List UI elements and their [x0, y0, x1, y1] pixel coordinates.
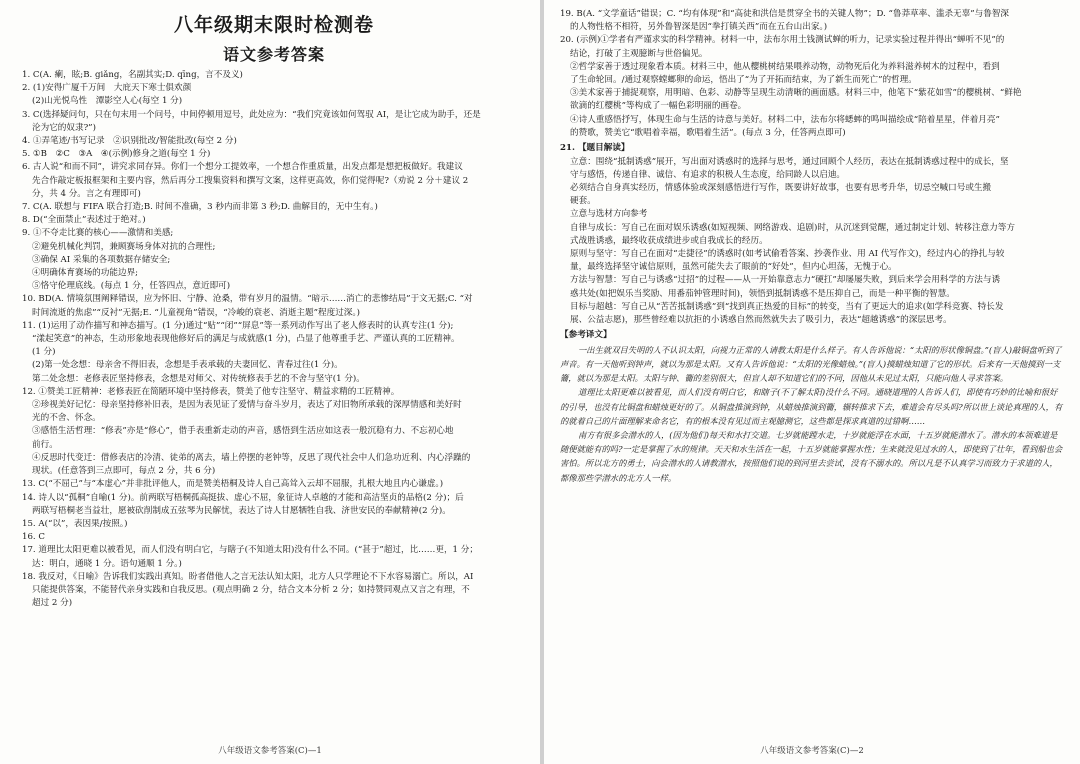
answer-line: 目标与超越：写自己从“苦苦抵制诱惑”到“找到真正热爱的目标”的转变，当有了更远大的追求(如学科竞赛、特长发 — [570, 301, 1004, 312]
page-footer-right: 八年级语文参考答案(C)—2 — [760, 746, 864, 756]
answer-line: 原则与坚守：写自己在面对“走捷径”的诱惑时(如考试偷看答案、抄袭作业、用 AI 代写作文)，经过内心的挣扎与较 — [570, 249, 1005, 260]
answer-line: 结论，打破了主观臆断与世俗偏见。 — [570, 48, 708, 59]
answer-line: 的人物性格不相符，另外鲁智深是因“拳打镇关西”而在五台山出家。) — [570, 22, 828, 33]
answer-line: 7. C(A. 联想与 FIFA 联合打造;B. 时间不准确，3 秒内而非第 3 秒;D. 曲解目的，无中生有。) — [22, 202, 378, 213]
answer-line: 19. B(A. “文学童话”错误；C. “均有体现”和“高徒和洪信是贯穿全书的关键人物”；D. “鲁莽草率、滥杀无辜”与鲁智深 — [560, 9, 1010, 19]
answer-line: 两联写梧桐老当益壮，愿被砍削制成五弦琴为民解忧，表达了诗人甘愿牺牲自我、济世安民的奉献精神(2 分)。 — [32, 505, 451, 516]
answer-line: 量，最终选择坚守诚信原则，虽然可能失去了眼前的“好处”，但内心坦荡，无愧于心。 — [570, 262, 897, 273]
answer-line: ②珍视美好记忆：母亲坚持修补旧表，是因为表见证了爱情与奋斗岁月，表达了对旧物所承载的深厚情感和美好时 — [32, 400, 462, 411]
answer-line: 14. 诗人以“孤桐”自喻(1 分)。前两联写梧桐孤高挺拔、虚心不屈，象征诗人卓越的才能和高洁坚贞的品格(2 分)；后 — [22, 492, 464, 503]
answer-line: 自律与成长：写自己在面对娱乐诱惑(如短视频、网络游戏、追剧)时，从沉迷到觉醒，通过制定计划、转移注意力等方 — [570, 222, 1015, 233]
section-heading: 21. 【题目解读】 — [560, 143, 630, 154]
answer-line: 光的不舍、怀念。 — [32, 413, 101, 424]
answer-line: 式战胜诱惑，最终收获成绩进步或自我成长的经历。 — [570, 235, 768, 246]
left-answer-list — [22, 69, 526, 610]
answer-line: 守与感悟，传递自律、诚信、有追求的积极人生态度，给同龄人以启迪。 — [570, 169, 846, 180]
answer-line: 17. 道理比太阳更难以被看见，而人们没有明白它，与瞎子(不知道太阳)没有什么不同。(“甚于”超过，比……更，1 分； — [22, 545, 478, 556]
exam-title: 八年级期末限时检测卷 — [173, 14, 374, 36]
answer-line: 11. (1)运用了动作描写和神态描写。(1 分)通过“贴”“闭”“屏息”等一系列动作写出了老人修表时的认真专注(1 分); — [22, 320, 454, 331]
answer-line: (2)第一处念想：母亲舍不得旧表，念想是手表承载的夫妻回忆、青春过往(1 分)。 — [32, 360, 343, 371]
answer-line: 16. C — [22, 532, 45, 543]
translation-paragraph: 道理比太阳更难以被看见，而人们没有明白它，和瞎子(不了解太阳)没什么不同。通晓道理的人告诉人们，即使有巧妙的比喻和很好的引导，也没有比铜盘和蜡烛更好的了。从铜盘推演到钟，从蜡烛推演到籥，辗转推求下去，难道会有尽头吗?所以世上谈论真理的人，有的就着自己的片面理解来命名它，有的根本没有见过而主观臆测它，这些都是探求真道的过错啊…… — [560, 387, 1063, 426]
answer-line: ③确保 AI 采集的各项数据存储安全; — [32, 254, 171, 265]
answer-line: 1. C(A. 瘌，眩;B. giǎng，名副其实;D. qīng，言不及义) — [22, 70, 243, 80]
answer-line: 20. (示例)①学者有严谨求实的科学精神。材料一中，法布尔用土钱测试蝉的听力，记录实验过程并得出“蝉听不见”的 — [560, 35, 1005, 46]
answer-line: 分，共 4 分。言之有理即可) — [32, 188, 141, 199]
answer-line: “漾起笑意”的神态，生动形象地表现他修好后的满足与成就感(1 分)，凸显了他尊重手艺、严谨认真的工匠精神。 — [32, 334, 460, 345]
answer-line: 15. A(“以”，表因果/按照。) — [22, 518, 128, 529]
answer-line: 欲滴的红樱桃”等构成了一幅色彩明丽的画卷。 — [570, 101, 747, 112]
answer-line: ④诗人重感悟抒写，体现生命与生活的诗意与美好。材料二中，法布尔将蟋蟀的鸣叫描绘成“陪着星星，伴着月亮” — [570, 114, 1000, 125]
answer-line: 2. (1)安得广厦千万间 大庇天下寒士俱欢颜 — [22, 83, 192, 94]
answer-line: 9. ①不夺走比赛的核心——激情和美感; — [22, 228, 174, 239]
answer-line: 18. 我反对，《日喻》告诉我们实践出真知。盼者借他人之言无法认知太阳，北方人只学理论不下水容易溺亡。所以，AI — [22, 571, 474, 582]
answer-line: 8. D(“全面禁止”表述过于绝对。) — [22, 215, 146, 226]
answer-line: 现状。(任意答到三点即可，每点 2 分，共 6 分) — [32, 466, 216, 477]
answer-line: ②避免机械化判罚，兼顾赛场身体对抗的合理性; — [32, 241, 216, 252]
answer-line: 13. C(“不屈己”与“本虚心”并非批评他人，而是赞美梧桐及诗人自己高耸入云却不屈服，扎根大地且内心谦虚。) — [22, 479, 444, 490]
answer-line: ⑤恪守伦理底线。(每点 1 分，任答四点，意近即可) — [32, 281, 231, 292]
answer-key-title: 语文参考答案 — [222, 45, 325, 64]
answer-line: 立意：围绕“抵制诱惑”展开，写出面对诱惑时的选择与思考，通过回顾个人经历，表达在抵制诱惑过程中的成长，坚 — [570, 156, 1009, 167]
page-footer-left: 八年级语文参考答案(C)—1 — [218, 746, 322, 756]
answer-line: 了生命轮回。/通过观察螳螂卵的命运，悟出了“为了开拓而结束，为了新生而死亡”的哲理。 — [570, 75, 917, 86]
answer-line: 只能提供答案，不能替代亲身实践和自我反思。(观点明确 2 分，结合文本分析 2 分；如持赞同观点又言之有理，不 — [32, 584, 470, 595]
answer-line: ④明确体育赛场的功能边界; — [32, 268, 139, 279]
answer-line: 展、公益志愿)，那些曾经难以抗拒的小诱惑自然而然就失去了吸引力，表达“超越诱惑”的深层思考。 — [570, 315, 952, 326]
answer-line: 立意与选材方向参考 — [570, 209, 648, 220]
answer-line: 先合作敲定板报框架和主要内容，然后再分工搜集资料和撰写文案，这样更高效，你们觉得呢?（劝说 2 分＋建议 2 — [32, 175, 469, 186]
answer-line: 10. BD(A. 情境氛围阐释错误，应为怀旧、宁静、沧桑，带有岁月的温情。“暗示……消亡的悲惨结局”于文无据;C. “对 — [22, 294, 473, 305]
translation-paragraph: 南方有很多会潜水的人，(因为他们)每天和水打交道。七岁就能蹚水走，十岁就能浮在水面，十五岁就能潜水了。潜水的本领难道是随便就能有的吗?一定是掌握了水的规律。天天和水生活在一起，十五岁就能掌握水性；生来就没见过水的人，即使到了壮年，看到船也会害怕。所以北方的勇士，向会潜水的人请教潜水，按照他们说的到河里去尝试，没有不溺水的。所以凡是不认真学习而致力于求道的人，都像那些学潜水的北方人一样。 — [560, 430, 1063, 483]
answer-line: 6. 古人说“和而不同”，讲究求同存异。你们一个想分工提效率，一个想合作重质量，出发点都是想把板做好。我建议 — [22, 162, 463, 173]
answer-line: 超过 2 分) — [32, 598, 73, 609]
answer-line: 4. ①弄笔迹/书写记录 ②识别批改/智能批改(每空 2 分) — [22, 136, 237, 147]
right-answer-list — [560, 8, 1064, 343]
answer-line: ④反思时代变迁：借修表店的冷清、徒弟的离去，墙上停摆的老钟等，反思了现代社会中人们急功近利、内心浮躁的 — [32, 452, 471, 463]
answer-line: 的赞歌，赞美它“歌唱着幸福，歌唱着生活”。(每点 3 分，任答两点即可) — [570, 127, 846, 138]
answer-line: 3. C(选择疑问句，只在句末用一个问号，中间停顿用逗号，此处应为：“我们究竟该如何驾驭 AI，是让它成为助手，还是 — [22, 109, 481, 120]
answer-line: (1 分) — [32, 347, 56, 358]
answer-line: 方法与智慧：写自己与诱惑“过招”的过程——从一开始靠意志力“硬扛”却屡屡失败，到后来学会用科学的方法与诱 — [570, 275, 1001, 286]
answer-line: 沦为它的奴隶?”) — [32, 122, 96, 133]
answer-line: 惑共处(如把娱乐当奖励、用番茄钟管理时间)，领悟到抵制诱惑不是压抑自己，而是一种平衡的智慧。 — [570, 288, 955, 299]
section-heading: 【参考译文】 — [560, 330, 612, 341]
answer-line: 必须结合自身真实经历，情感体验或深刻感悟进行写作，既要讲好故事，也要有思考升华，切忌空喊口号或生搬 — [570, 183, 992, 194]
answer-line: 时间流逝的焦虑”“反衬”无据;E. “儿童视角”错误，“冷峻的衰老、消逝主题”程度过深。) — [32, 307, 361, 318]
answer-line: 5. ①B ②C ③A ④(示例)修身之道(每空 1 分) — [22, 149, 211, 160]
answer-line: 硬套。 — [570, 196, 596, 207]
answer-line: 达：明白，通晓 1 分。语句通顺 1 分。) — [32, 558, 182, 569]
answer-line: 前行。 — [32, 439, 58, 450]
answer-line: ②哲学家善于透过现象看本质。材料三中，他从樱桃树结果喂养动物，动物死后化为养料滋养树木的过程中，看到 — [570, 61, 1000, 72]
answer-line: (2)山光悦鸟性 潭影空人心(每空 1 分) — [32, 96, 183, 107]
answer-line: 第二处念想：老修表匠坚持修表，念想是对师父、对传统修表手艺的不舍与坚守(1 分)。 — [32, 373, 365, 384]
answer-line: ③感悟生活哲理：“修表”亦是“修心”，借手表重新走动的声音，感悟到生活应如这表一般沉稳有力、不忘初心地 — [32, 426, 454, 437]
reference-translation — [560, 343, 1064, 485]
page-right — [544, 0, 1080, 764]
answer-line: ③美术家善于捕捉观察，用明暗、色彩、动静等呈现生动清晰的画面感。材料三中，他笔下“紫花如雪”的樱桃树、“鲜艳 — [570, 88, 1022, 99]
answer-line: 12. ①赞美工匠精神：老修表匠在简陋环境中坚持修表，赞美了他专注坚守、精益求精的工匠精神。 — [22, 386, 400, 397]
translation-paragraph: 一出生就双目失明的人不认识太阳，向视力正常的人请教太阳是什么样子。有人告诉他说：“太阳的形状像铜盘。”(盲人)敲铜盘听到了声音。有一天他听到钟声，就以为那是太阳。又有人告诉他说：“太阳的光像蜡烛。”(盲人)摸蜡烛知道了它的形状。后来有一天他摸到一支籥，就以为那是太阳。太阳与钟、籥的差别很大，但盲人却不知道它们的不同，因他从未见过太阳，只能向他人寻求答案。 — [560, 344, 1062, 384]
